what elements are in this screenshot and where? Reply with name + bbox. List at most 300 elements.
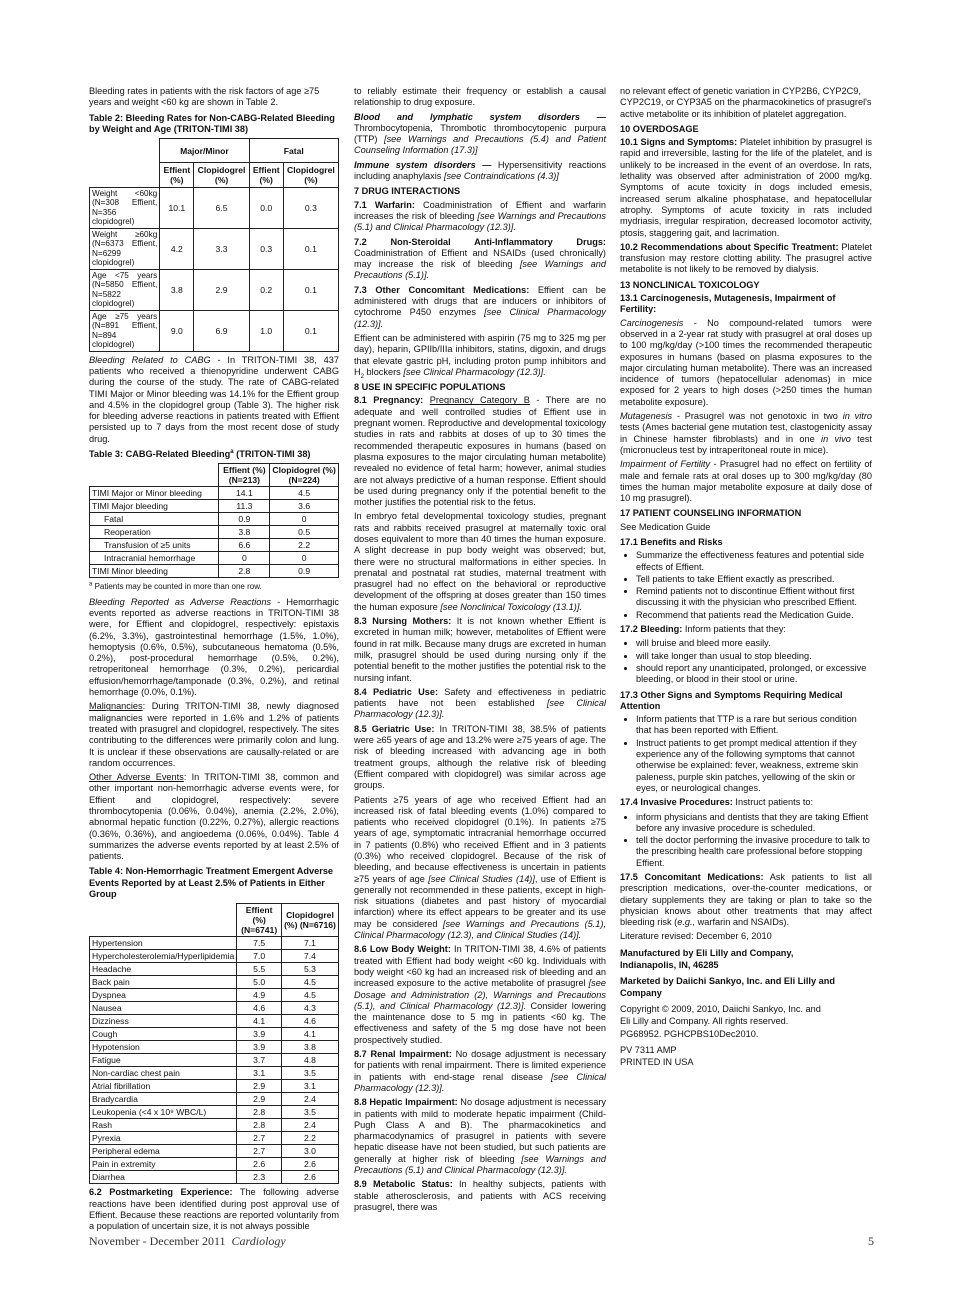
table4-row (90, 1054, 339, 1067)
table3-cell: 0.9 (219, 513, 270, 526)
table3-row (90, 565, 339, 578)
section-8-1 (354, 395, 606, 508)
section-13-1-head: 13.1 Carcinogenesis, Mutagenesis, Impairment of Fertility: (620, 293, 836, 315)
table3-cell: 0 (219, 552, 270, 565)
table3-col-effient: Effient (%) (N=213) (219, 464, 270, 487)
table2-corner (90, 139, 160, 163)
section-8-7-text: No dosage adjustment is necessary for patients with renal impairment. There is limited experience in patients with end-stage renal disease (354, 1049, 606, 1082)
table3-row (90, 500, 339, 513)
malignancies-text: : During TRITON-TIMI 38, newly diagnosed malignancies were reported in 1.6% and 1.2% of patients treated with prasugrel and clopidogrel, respectively. The sites contributing to the differences were primarily colon and lung. It is unclear if these observations are causally-related or are random occurrences. (89, 701, 339, 768)
table4-cell: 3.1 (281, 1080, 338, 1093)
section-8-9-text: In healthy subjects, patients with stable atherosclerosis, and patients with ACS receiving prasugrel, there was (354, 1179, 607, 1212)
section-7-2-text: Coadministration of Effient and NSAIDs (used chronically) may increase the risk of bleeding (354, 247, 606, 270)
section-17-4-text: Instruct patients to: (732, 797, 814, 808)
table4-cell: 3.5 (281, 1106, 338, 1119)
section-8-3-lead: 8.3 Nursing Mothers: (354, 616, 452, 627)
carcinogenesis-lead: Carcinogenesis (620, 317, 684, 328)
fertility-paragraph (620, 459, 872, 504)
section-7-1 (354, 200, 606, 234)
table2-cell: 0.1 (283, 228, 338, 269)
table4-cell: 2.8 (237, 1106, 282, 1119)
table3-row-label: Intracranial hemorrhage (90, 552, 219, 565)
table3-header (90, 464, 339, 487)
table3-row-label: Transfusion of ≥5 units (90, 539, 219, 552)
table4-cell: 7.5 (237, 937, 282, 950)
table3-cell: 3.6 (270, 500, 339, 513)
table3-corner (90, 464, 219, 487)
list-item: • should report any unanticipated, prolonged, or excessive bleeding, or blood in their stool or urine. (636, 663, 872, 686)
table4-cell: 2.9 (237, 1080, 282, 1093)
table2-cell: 2.9 (194, 269, 249, 310)
table4-row (90, 1028, 339, 1041)
section-8-4-lead: 8.4 Pediatric Use: (354, 686, 439, 697)
table2-cell: 1.0 (249, 310, 283, 351)
section-8-4-text: Safety and effectiveness in pediatric patients have not been established (354, 686, 606, 709)
table4-row (90, 1002, 339, 1015)
intro-paragraph: Bleeding rates in patients with the risk factors of age ≥75 years and weight <60 kg are shown in Table 2. (89, 86, 320, 108)
manufacturer-line-2: Indianapolis, IN, 46285 (620, 960, 719, 971)
table4-cell: 3.5 (281, 1067, 338, 1080)
heading-17-sub: See Medication Guide (620, 521, 711, 532)
table4-row (90, 1015, 339, 1028)
table3-cell: 2.8 (219, 565, 270, 578)
immune-disorders-text: Hypersensitivity reactions including anaphylaxis (354, 159, 607, 182)
table4-row-label: Atrial fibrillation (90, 1080, 237, 1093)
copyright-line-2: Eli Lilly and Company. All rights reserved. (620, 1016, 789, 1027)
list-item: • will bruise and bleed more easily. (636, 638, 872, 649)
table4-row (90, 976, 339, 989)
table4-cell: 2.6 (281, 1158, 338, 1171)
section-17-2-text: Inform patients that they: (682, 624, 786, 635)
section-8-5-p2-ref2: [see Warnings and Precautions (5.1), Clinical Pharmacology (12.3), and Clinical Studies (14)]. (354, 918, 606, 941)
table4-cell: 2.4 (281, 1093, 338, 1106)
table2-row-label: Age ≥75 years (N=891 Effient, N=894 clopidogrel) (90, 310, 160, 351)
mutagenesis-in-vivo: in vivo (821, 433, 851, 444)
section-7-1-ref: [see Warnings and Precautions (5.1) and Clinical Pharmacology (12.3)]. (354, 210, 606, 233)
table3-row-label: TIMI Major or Minor bleeding (90, 487, 219, 500)
table4-cell: 4.6 (237, 1002, 282, 1015)
postmarketing-paragraph (89, 1187, 339, 1232)
table2-group-header (90, 139, 339, 163)
table4-cell: 2.6 (237, 1158, 282, 1171)
table2-cell: 0.2 (249, 269, 283, 310)
table4-row-label: Dyspnea (90, 989, 237, 1002)
section-7-3-ref: [see Clinical Pharmacology (12.3)]. (354, 307, 606, 329)
table4-row-label: Hypotension (90, 1041, 237, 1054)
table2-corner-2 (90, 163, 160, 188)
bleeding-ar-text: - Hemorrhagic events reported as adverse reactions in TRITON-TIMI 38 were, for Effient and clopidogrel, respectively: epistaxis (6.2%, 3.3%), gastrointestinal hemorrhage (1.5%, 1.0%), hemoptysis (0.6%, 0.5%), subcutaneous hematoma (0.5%, 0.2%), post-procedural hemorrhage (0.5%, 0.2%), retroperitoneal hemorrhage (0.3%, 0.2%), pericardial effusion/hemorrhage/tamponade (0.3%, 0.2%), and retinal hemorrhage (0.0%, 0.1%). (89, 596, 339, 698)
section-10-1-text: Platelet inhibition by prasugrel is rapid and irreversible, lasting for the life of the platelet, and is unlikely to be increased in the event of an overdose. In rats, lethality was observed after administration of 2000 mg/kg. Symptoms of acute toxicity in dogs included emesis, increased serum alkaline phosphatase, and hepatocellular atrophy. Symptoms of acute toxicity in rats included mydriasis, irregular respiration, decreased locomotor activity, ptosis, staggering gait, and lacrimation. (620, 137, 872, 238)
table2-row-label: Age <75 years (N=5850 Effient, N=5822 clopidogrel) (90, 269, 160, 310)
list-item: • Inform patients that TTP is a rare but serious condition that has been reported with Effient. (636, 714, 872, 737)
blood-disorders-paragraph (354, 112, 606, 157)
literature-revised: Literature revised: December 6, 2010 (620, 931, 772, 942)
mutagenesis-text-a: - Prasugrel was not genotoxic in two (672, 411, 843, 422)
table4-cell: 4.5 (281, 989, 338, 1002)
table3-row-label: TIMI Major bleeding (90, 500, 219, 513)
table2-caption: Table 2: Bleeding Rates for Non-CABG-Related Bleeding by Weight and Age (TRITON-TIMI 38) (89, 112, 335, 134)
heading-10: 10 OVERDOSAGE (620, 123, 699, 134)
table2-cell: 0.3 (283, 187, 338, 228)
section-7-2-ref: [see Warnings and Precautions (5.1)]. (354, 259, 606, 281)
footer-journal-name: Cardiology (231, 1234, 286, 1248)
back-matter (620, 931, 872, 1068)
section-17-5 (620, 872, 872, 928)
table4-row (90, 937, 339, 950)
table4-cell: 4.1 (237, 1015, 282, 1028)
table3-row (90, 526, 339, 539)
footer-issue: November - December 2011 (89, 1234, 226, 1248)
cabg-paragraph (89, 355, 339, 445)
section-8-1-p2-ref: [see Nonclinical Toxicology (13.1)]. (440, 601, 582, 612)
table4-row (90, 1119, 339, 1132)
section-10-1-lead: 10.1 Signs and Symptoms: (620, 137, 738, 148)
blood-disorders-text: Thrombocytopenia, Thrombotic thrombocytopenic purpura (TTP) (354, 122, 606, 145)
section-8-1-p2 (354, 511, 606, 613)
table2-col-effient-1: Effient (%) (160, 163, 194, 188)
table4-row-label: Pain in extremity (90, 1158, 237, 1171)
table4-cell: 4.1 (281, 1028, 338, 1041)
table4-row (90, 1132, 339, 1145)
section-7-1-lead: 7.1 Warfarin: (354, 199, 415, 210)
section-17-1-list (620, 550, 872, 621)
table4-cell: 3.7 (237, 1054, 282, 1067)
table2-row-label: Weight <60kg (N=308 Effient, N=356 clopidogrel) (90, 187, 160, 228)
table3-col-clop: Clopidogrel (%) (N=224) (270, 464, 339, 487)
table4-header (90, 904, 339, 937)
table3-cell: 0 (270, 513, 339, 526)
table2-col-effient-2: Effient (%) (249, 163, 283, 188)
mutagenesis-in-vitro: in vitro (842, 411, 872, 422)
fertility-lead: Impairment of Fertility (620, 459, 711, 470)
mutagenesis-lead: Mutagenesis (620, 411, 673, 422)
table4-cell: 2.2 (281, 1132, 338, 1145)
table4-row (90, 1067, 339, 1080)
table4-row-label: Hypertension (90, 937, 237, 950)
table4 (89, 903, 339, 1184)
mutagenesis-text-b: tests (Ames bacterial gene mutation test, clastogenicity assay in Chinese hamster fibroblasts) and in one (620, 422, 872, 444)
table2-group-fatal: Fatal (249, 139, 338, 163)
section-7-3 (354, 285, 606, 330)
table2-cell: 3.8 (160, 269, 194, 310)
immune-disorders-paragraph (354, 160, 606, 183)
table3-cell: 0.5 (270, 526, 339, 539)
malignancies-paragraph (89, 701, 339, 769)
section-7-3-p2-sub: 2 (360, 373, 364, 380)
table4-cell: 2.7 (237, 1132, 282, 1145)
table4-cell: 5.5 (237, 963, 282, 976)
section-7-3-lead: 7.3 Other Concomitant Medications: (354, 284, 530, 295)
pv-code: PV 7311 AMP (620, 1044, 677, 1055)
table4-row-label: Leukopenia (<4 x 10⁹ WBC/L) (90, 1106, 237, 1119)
table4-cell: 3.9 (237, 1028, 282, 1041)
list-item: • inform physicians and dentists that they are taking Effient before any invasive procedure is scheduled. (636, 812, 872, 835)
table3-row-label: Reoperation (90, 526, 219, 539)
section-10-1 (620, 137, 872, 239)
section-10-2 (620, 242, 872, 276)
list-item: • Tell patients to take Effient exactly as prescribed. (636, 574, 872, 585)
table3-caption-text: Table 3: CABG-Related Bleeding (89, 449, 231, 460)
other-ae-paragraph (89, 772, 339, 862)
table2-col-clop-2: Clopidogrel (%) (283, 163, 338, 188)
table3-caption (89, 449, 339, 460)
table3-caption-tail: (TRITON-TIMI 38) (233, 449, 311, 460)
table4-row (90, 1145, 339, 1158)
column-2 (354, 86, 606, 1216)
table4-cell: 5.3 (281, 963, 338, 976)
list-item: • Remind patients not to discontinue Effient without first discussing it with the physician who prescribed Effient. (636, 586, 872, 609)
table4-row-label: Fatigue (90, 1054, 237, 1067)
table2-body (90, 187, 339, 351)
table4-cell: 7.0 (237, 950, 282, 963)
table4-row-label: Peripheral edema (90, 1145, 237, 1158)
cabg-text: - In TRITON-TIMI 38, 437 patients who received a thienopyridine underwent CABG during the course of the study. The rate of CABG-related TIMI Major or Minor bleeding was 14.1% for the Effient group and 4.5% in the clopidogrel group (Table 3). The higher risk for bleeding adverse reactions in patients treated with Effient persisted up to 7 days from the most recent dose of study drug. (89, 354, 339, 444)
section-17-1-head: 17.1 Benefits and Risks (620, 536, 723, 547)
table4-row (90, 1080, 339, 1093)
heading-7: 7 DRUG INTERACTIONS (354, 186, 461, 197)
copyright-line-1: Copyright © 2009, 2010, Daiichi Sankyo, Inc. and (620, 1003, 821, 1014)
table2-cell: 6.9 (194, 310, 249, 351)
table3-caption-sup: a (230, 449, 234, 455)
section-8-1-lead: 8.1 Pregnancy: (354, 395, 424, 406)
table4-cell: 4.9 (237, 989, 282, 1002)
table2-cell: 9.0 (160, 310, 194, 351)
table4-row-label: Headache (90, 963, 237, 976)
table4-row (90, 1093, 339, 1106)
table2 (89, 138, 339, 352)
table4-cell: 3.8 (281, 1041, 338, 1054)
section-17-2-list (620, 638, 872, 685)
section-8-9-lead: 8.9 Metabolic Status: (354, 1179, 453, 1190)
section-7-1-text: Coadministration of Effient and warfarin increases the risk of bleeding (354, 199, 607, 221)
table4-row-label: Non-cardiac chest pain (90, 1067, 237, 1080)
section-8-7 (354, 1049, 606, 1094)
blood-disorders-ref: [see Warnings and Precautions (5.4) and Patient Counseling Information (17.3)] (354, 134, 606, 156)
list-item: • tell the doctor performing the invasive procedure to talk to the prescribing health care professional before stopping Effient. (636, 835, 872, 869)
product-code: PG68952. PGHCPBS10Dec2010. (620, 1028, 759, 1039)
table4-cell: 3.0 (281, 1145, 338, 1158)
table2-col-header (90, 163, 339, 188)
table4-row-label: Hypercholesterolemia/Hyperlipidemia (90, 950, 237, 963)
section-8-6-ref: [see Dosage and Administration (2), Warnings and Precautions (5.1), and Clinical Pharmacology (12.3)]. (354, 978, 606, 1011)
table4-row (90, 1106, 339, 1119)
table4-row (90, 1158, 339, 1171)
list-item: • will take longer than usual to stop bleeding. (636, 651, 872, 662)
section-8-5-p2-mid: , use of Effient is generally not recommended in these patients, except in high-risk situations (diabetes and past history of myocardial infarction) where its effect appears to be greater and its use may be considered (354, 873, 606, 929)
table4-body (90, 937, 339, 1184)
section-8-5-p2-text: Patients ≥75 years of age who received Effient had an increased risk of fatal bleeding events (1.0%) compared to patients who received clopidogrel (0.1%). In patients ≥75 years of age, symptomatic intracranial hemorrhage occurred in 7 patients (0.8%) who received Effient and in 3 patients (0.3%) who received clopidogrel. Because of the risk of bleeding, and because effectiveness is uncertain in patients ≥75 years of age (354, 794, 606, 884)
list-item: • Summarize the effectiveness features and potential side effects of Effient. (636, 550, 872, 573)
section-7-3-p2 (354, 333, 606, 378)
section-8-5-p2-ref1: [see Clinical Studies (14)] (428, 873, 535, 884)
column-3 (620, 86, 872, 1069)
carcinogenesis-paragraph (620, 318, 872, 408)
section-17-4-list (620, 812, 872, 869)
table3-row (90, 513, 339, 526)
mutagenesis-text-c: test (micronucleus test by intraperitoneal route in mice). (620, 433, 872, 455)
bleeding-ar-lead: Bleeding Reported as Adverse Reactions (89, 596, 272, 607)
table4-row-label: Dizziness (90, 1015, 237, 1028)
section-10-2-text: Platelet transfusion may restore clotting ability. The prasugrel active metabolite is not likely to be removed by dialysis. (620, 241, 872, 275)
table3-row (90, 552, 339, 565)
table4-cell: 2.4 (281, 1119, 338, 1132)
table3-body (90, 487, 339, 578)
section-8-6-lead: 8.6 Low Body Weight: (354, 944, 451, 955)
table4-cell: 2.3 (237, 1171, 282, 1184)
table2-row (90, 310, 339, 351)
table4-cell: 2.9 (237, 1093, 282, 1106)
section-17-5-eg: e.g., (677, 917, 696, 928)
section-17-5-text-b: warfarin and NSAIDs). (695, 917, 790, 928)
table2-cell: 4.2 (160, 228, 194, 269)
section-7-3-p2-ref: [see Clinical Pharmacology (12.3)]. (403, 366, 546, 377)
list-item: • Instruct patients to get prompt medical attention if they experience any of the following symptoms that cannot otherwise be explained: fever, weakness, extreme skin paleness, purple skin patches, yellowing of the skin or eyes, or neurological changes. (636, 738, 872, 794)
table2-row (90, 228, 339, 269)
section-8-5-lead: 8.5 Geriatric Use: (354, 723, 435, 734)
section-17-3-list (620, 714, 872, 794)
table4-row-label: Back pain (90, 976, 237, 989)
col3-continuation: no relevant effect of genetic variation in CYP2B6, CYP2C9, CYP2C19, or CYP3A5 on the pharmacokinetics of prasugrel's active metabolite or its inhibition of platelet aggregation. (620, 86, 872, 119)
table4-cell: 5.0 (237, 976, 282, 989)
postmarketing-text: The following adverse reactions have been identified during post approval use of Effient. Because these reactions are reported voluntarily from a population of uncertain size, it is not always possible (89, 1187, 339, 1232)
section-17-3-head: 17.3 Other Signs and Symptoms Requiring Medical Attention (620, 689, 843, 711)
table3 (89, 463, 339, 578)
table3-cell: 4.5 (270, 487, 339, 500)
table2-col-clop-1: Clopidogrel (%) (194, 163, 249, 188)
table3-footnote (89, 581, 339, 592)
table2-cell: 0.1 (283, 310, 338, 351)
table4-row (90, 1171, 339, 1184)
table3-cell: 2.2 (270, 539, 339, 552)
marketed-by: Marketed by Daiichi Sankyo, Inc. and Eli Lilly and Company (620, 976, 835, 998)
section-17-2-lead: 17.2 Bleeding: (620, 624, 683, 635)
section-8-4 (354, 687, 606, 721)
section-8-1-p2-text: In embryo fetal developmental toxicology studies, pregnant rats and rabbits received prasugrel at maternally toxic oral doses equivalent to more than 40 times the human exposure. A slight decrease in pup body weight was observed; but, there were no structural malformations in either species. In prenatal and postnatal rat studies, maternal treatment with prasugrel had no effect on the behavioral or reproductive development of the offspring at doses greater than 150 times the human exposure (354, 511, 606, 612)
table4-cell: 4.8 (281, 1054, 338, 1067)
carcinogenesis-text: - No compound-related tumors were observed in a 2-year rat study with prasugrel at oral doses up to 100 mg/kg/day (>100 times the recommended therapeutic exposures in humans (based on plasma exposures to the major circulating human metabolite). There was an increased incidence of tumors (hepatocellular adenomas) in mice exposed for 2 years to high doses (>250 times the human metabolite exposure). (620, 317, 872, 407)
table4-row (90, 950, 339, 963)
table2-cell: 0.1 (283, 269, 338, 310)
table4-cell: 3.1 (237, 1067, 282, 1080)
table3-row (90, 539, 339, 552)
list-item: • Recommend that patients read the Medication Guide. (636, 610, 872, 621)
table3-row (90, 487, 339, 500)
table2-cell: 6.5 (194, 187, 249, 228)
table2-row (90, 187, 339, 228)
section-8-3-text: It is not known whether Effient is excreted in human milk; however, metabolites of Effient were found in rat milk. Because many drugs are excreted in human milk, prasugrel should be used during nursing only if the potential benefit to the mother justifies the potential risk to the nursing infant. (354, 616, 606, 683)
table3-cell: 14.1 (219, 487, 270, 500)
heading-17: 17 PATIENT COUNSELING INFORMATION (620, 508, 802, 519)
section-8-8-text: No dosage adjustment is necessary in patients with mild to moderate hepatic impairment (Child-Pugh Class A and B). The pharmacokinetics and pharmacodynamics of prasugrel in patients with severe hepatic disease have not been studied, but such patients are generally at higher risk of bleeding (354, 1097, 606, 1164)
table2-cell: 10.1 (160, 187, 194, 228)
table4-row (90, 963, 339, 976)
table3-cell: 3.8 (219, 526, 270, 539)
section-17-5-text-a: Ask patients to list all prescription medications, over-the-counter medications, or dietary supplements they are taking or plan to take so the physician knows about other treatments that may affect bleeding risk ( (620, 872, 872, 928)
table3-cell: 0 (270, 552, 339, 565)
cabg-lead: Bleeding Related to CABG (89, 354, 211, 365)
section-7-3-text: Effient can be administered with drugs that are inducers or inhibitors of cytochrome P450 enzymes (354, 284, 606, 318)
table4-row-label: Rash (90, 1119, 237, 1132)
table4-cell: 2.6 (281, 1171, 338, 1184)
table4-cell: 2.7 (237, 1145, 282, 1158)
table4-cell: 3.9 (237, 1041, 282, 1054)
fertility-text: - Prasugrel had no effect on fertility of male and female rats at oral doses up to 300 mg/kg/day (80 times the human major metabolite exposure at daily dose of 10 mg prasugrel). (620, 459, 872, 504)
section-17-4 (620, 797, 872, 808)
blood-disorders-lead: Blood and lymphatic system disorders — (354, 111, 606, 122)
table2-cell: 3.3 (194, 228, 249, 269)
table3-footnote-sup: a (89, 581, 93, 588)
page-number: 5 (868, 1234, 874, 1248)
mutagenesis-paragraph (620, 411, 872, 456)
table4-row-label: Bradycardia (90, 1093, 237, 1106)
section-8-1-category: Pregnancy Category B (429, 395, 530, 406)
table3-row-label: Fatal (90, 513, 219, 526)
other-ae-lead: Other Adverse Events (89, 772, 184, 783)
table3-row-label: TIMI Minor bleeding (90, 565, 219, 578)
section-7-3-p2-tail: blockers (363, 366, 404, 377)
section-8-5-p2 (354, 795, 606, 942)
table2-cell: 0.3 (249, 228, 283, 269)
table4-col-effient: Effient (%) (N=6741) (237, 904, 282, 937)
section-7-3-p2-text: Effient can be administered with aspirin (75 mg to 325 mg per day), heparin, GPIIb/IIIa inhibitors, statins, digoxin, and drugs that elevate gastric pH, including proton pump inhibitors and H (354, 332, 606, 377)
section-8-8-lead: 8.8 Hepatic Impairment: (354, 1097, 458, 1108)
section-17-5-lead: 17.5 Concomitant Medications: (620, 872, 764, 882)
section-8-7-ref: [see Clinical Pharmacology (12.3)]. (354, 1071, 607, 1093)
section-8-9 (354, 1179, 606, 1213)
heading-13: 13 NONCLINICAL TOXICOLOGY (620, 279, 760, 290)
section-8-8 (354, 1097, 606, 1176)
table4-caption: Table 4: Non-Hemorrhagic Treatment Emergent Adverse Events Reported by at Least 2.5% of Patients in Either Group (89, 866, 334, 900)
table4-cell: 7.4 (281, 950, 338, 963)
section-17-4-lead: 17.4 Invasive Procedures: (620, 797, 733, 808)
table4-row-label: Pyrexia (90, 1132, 237, 1145)
bleeding-ar-paragraph (89, 597, 339, 699)
section-8-6 (354, 944, 606, 1046)
table3-cell: 0.9 (270, 565, 339, 578)
table4-row (90, 989, 339, 1002)
section-8-6-text: In TRITON-TIMI 38, 4.6% of patients treated with Effient had body weight <60 kg. Individuals with body weight <60 kg had an increased risk of bleeding and an increased exposure to the active metabolite of prasugrel (354, 944, 607, 989)
malignancies-lead: Malignancies (89, 701, 143, 712)
section-7-2 (354, 237, 606, 282)
table4-cell: 2.8 (237, 1119, 282, 1132)
table4-corner (90, 904, 237, 937)
page-footer-journal (89, 1234, 286, 1249)
table2-cell: 0.0 (249, 187, 283, 228)
table4-cell: 7.1 (281, 937, 338, 950)
table4-row-label: Cough (90, 1028, 237, 1041)
section-8-6-tail: Consider lowering the maintenance dose to 5 mg in patients <60 kg. The effectiveness and safety of the 5 mg dose have not been prospectively studied. (354, 1000, 606, 1045)
section-8-5-text: In TRITON-TIMI 38, 38.5% of patients were ≥65 years of age and 13.2% were ≥75 years of age. The risk of bleeding increased with advancing age in both treatment groups, although the relative risk of bleeding (Effient compared with clopidogrel) was similar across age groups. (354, 723, 606, 791)
section-7-2-lead: 7.2 Non-Steroidal Anti-Inflammatory Drugs: (354, 236, 606, 247)
table4-row-label: Diarrhea (90, 1171, 237, 1184)
section-8-3 (354, 616, 606, 684)
table3-footnote-text: Patients may be counted in more than one row. (92, 582, 262, 592)
heading-8: 8 USE IN SPECIFIC POPULATIONS (354, 382, 506, 393)
table4-cell: 4.6 (281, 1015, 338, 1028)
immune-disorders-lead: Immune system disorders — (354, 159, 492, 170)
table4-cell: 4.5 (281, 976, 338, 989)
table4-cell: 4.3 (281, 1002, 338, 1015)
other-ae-text: : In TRITON-TIMI 38, common and other important non-hemorrhagic adverse events were, for Effient and clopidogrel, respectively: severe thrombocytopenia (0.06%, 0.04%), anemia (2.2%, 2.0%), abnormal hepatic function (0.22%, 0.27%), allergic reactions (0.36%, 0.36%), and angioedema (0.06%, 0.04%). Table 4 summarizes the adverse events reported by at least 2.5% of patients. (89, 772, 339, 862)
section-10-2-lead: 10.2 Recommendations about Specific Treatment: (620, 241, 839, 252)
table3-cell: 11.3 (219, 500, 270, 513)
section-8-1-text: - There are no adequate and well controlled studies of Effient use in pregnant women. Reproductive and developmental toxicology studies in rats and rabbits at doses of up to 30 times the recommended therapeutic exposures in humans (based on plasma exposures to the major circulating human metabolite) revealed no evidence of fetal harm; however, animal studies are not always predictive of a human response. Effient should be used during pregnancy only if the potential benefit to the mother justifies the potential risk to the fetus. (354, 395, 607, 508)
section-8-8-ref: [see Warnings and Precautions (5.1) and Clinical Pharmacology (12.3)]. (354, 1153, 606, 1176)
column-1 (89, 86, 339, 1236)
table4-row (90, 1041, 339, 1054)
table2-group-major: Major/Minor (160, 139, 249, 163)
immune-disorders-ref: [see Contraindications (4.3)] (443, 171, 559, 182)
